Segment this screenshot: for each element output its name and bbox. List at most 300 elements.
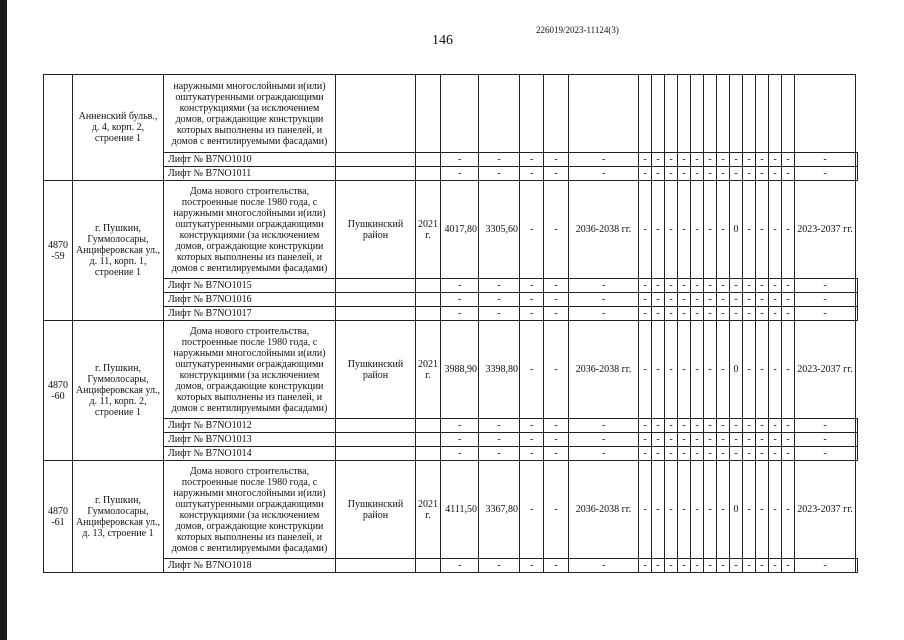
work-cell: -: [769, 321, 782, 419]
dash-cell: -: [717, 279, 730, 293]
dash-cell: -: [665, 559, 678, 573]
dash-cell: -: [652, 293, 665, 307]
dash-cell: [856, 447, 858, 461]
dash-cell: -: [479, 293, 520, 307]
period-end-cell: [795, 75, 856, 153]
work-cell: [652, 75, 665, 153]
dash-cell: -: [795, 153, 856, 167]
dash-cell: -: [769, 433, 782, 447]
dash-cell: -: [639, 433, 652, 447]
dash-cell: -: [730, 153, 743, 167]
work-cell: [665, 75, 678, 153]
dash-cell: [856, 153, 858, 167]
period-cell: 2036-2038 гг.: [569, 461, 639, 559]
area-living-cell: 3398,80: [479, 321, 520, 419]
lift-label: Лифт № В7NO1017: [164, 307, 336, 321]
dash-cell: -: [665, 167, 678, 181]
address-cell: г. Пушкин, Гуммолосары, Анциферовская ул., д. 11, корп. 2, строение 1: [73, 321, 164, 461]
dash-cell: -: [769, 447, 782, 461]
dash-cell: -: [639, 153, 652, 167]
dash-cell: -: [743, 293, 756, 307]
dash-cell: -: [704, 447, 717, 461]
dash-cell: -: [782, 433, 795, 447]
dash-cell: -: [743, 307, 756, 321]
dash-cell: -: [782, 153, 795, 167]
dash-cell: -: [678, 167, 691, 181]
dash-cell: [856, 279, 858, 293]
work-cell: [756, 75, 769, 153]
dash-cell: -: [717, 433, 730, 447]
dash-cell: [856, 167, 858, 181]
dash-cell: -: [544, 279, 569, 293]
empty-cell: [336, 447, 416, 461]
empty-cell: [416, 307, 441, 321]
dash-cell: -: [544, 167, 569, 181]
dash-cell: -: [717, 447, 730, 461]
work-cell: -: [639, 461, 652, 559]
dash-cell: -: [756, 167, 769, 181]
year-cell: [416, 75, 441, 153]
dash-cell: -: [520, 279, 544, 293]
dash-cell: -: [756, 433, 769, 447]
dash-cell: -: [795, 167, 856, 181]
dash-cell: -: [544, 447, 569, 461]
dash-cell: -: [795, 447, 856, 461]
dash-cell: -: [569, 167, 639, 181]
work-cell: -: [704, 181, 717, 279]
dash-cell: -: [520, 447, 544, 461]
address-cell: г. Пушкин, Гуммолосары, Анциферовская ул., д. 11, корп. 1, строение 1: [73, 181, 164, 321]
house-row: [44, 75, 858, 153]
dash-cell: -: [678, 293, 691, 307]
area-total-cell: 4111,50: [441, 461, 479, 559]
dash-cell: -: [665, 153, 678, 167]
lift-row: [44, 153, 858, 167]
dash-cell: -: [665, 307, 678, 321]
work-cell: -: [782, 181, 795, 279]
work-cell: -: [639, 181, 652, 279]
dash-cell: -: [743, 419, 756, 433]
dash-cell: -: [652, 433, 665, 447]
dash-cell: -: [795, 559, 856, 573]
dash-cell: -: [717, 419, 730, 433]
dash-cell: -: [520, 419, 544, 433]
dash-cell: -: [756, 153, 769, 167]
work-cell: -: [678, 321, 691, 419]
dash-cell: -: [441, 167, 479, 181]
dash-cell: -: [544, 419, 569, 433]
work-cell: [678, 75, 691, 153]
dash-cell: -: [479, 307, 520, 321]
dash-cell: -: [769, 559, 782, 573]
work-cell: [639, 75, 652, 153]
lift-label: Лифт № В7NO1012: [164, 419, 336, 433]
dash-cell: -: [730, 433, 743, 447]
dash-cell: -: [678, 419, 691, 433]
district-cell: Пушкинский район: [336, 461, 416, 559]
dash-cell: -: [520, 433, 544, 447]
empty-cell: [336, 559, 416, 573]
work-cell: [717, 75, 730, 153]
dash-cell: -: [769, 307, 782, 321]
lift-label: Лифт № В7NO1011: [164, 167, 336, 181]
period-cell: 2036-2038 гг.: [569, 181, 639, 279]
area-total-cell: 3988,90: [441, 321, 479, 419]
description-cell: Дома нового строительства, построенные после 1980 года, с наружными многослойными и(или) оштукатуренными ограждающими конструкциями (за исключением домов, ограждающие конструкции которых выполнены из панелей, и домов с вентилируемыми фасадами): [164, 461, 336, 559]
dash-cell: -: [691, 433, 704, 447]
dash-cell: -: [704, 153, 717, 167]
lift-row: [44, 433, 858, 447]
description-cell: наружными многослойными и(или) оштукатуренными ограждающими конструкциями (за исключением домов, ограждающие конструкции которых выполнены из панелей, и домов с вентилируемыми фасадами): [164, 75, 336, 153]
dash-cell: [856, 419, 858, 433]
work-cell: -: [704, 461, 717, 559]
dash-cell: -: [665, 447, 678, 461]
work-cell: [743, 75, 756, 153]
dash-cell: -: [704, 293, 717, 307]
value-cell: -: [544, 321, 569, 419]
dash-cell: -: [569, 293, 639, 307]
work-cell: -: [704, 321, 717, 419]
work-cell: -: [678, 181, 691, 279]
dash-cell: -: [569, 447, 639, 461]
value-cell: -: [544, 181, 569, 279]
year-cell: 2021 г.: [416, 321, 441, 419]
work-cell: [704, 75, 717, 153]
dash-cell: -: [678, 307, 691, 321]
dash-cell: -: [479, 419, 520, 433]
dash-cell: -: [441, 307, 479, 321]
dash-cell: -: [769, 153, 782, 167]
dash-cell: -: [691, 153, 704, 167]
dash-cell: -: [441, 447, 479, 461]
dash-cell: -: [756, 419, 769, 433]
dash-cell: -: [639, 279, 652, 293]
empty-cell: [336, 307, 416, 321]
dash-cell: -: [704, 419, 717, 433]
dash-cell: -: [782, 307, 795, 321]
work-cell: -: [717, 321, 730, 419]
work-cell: -: [691, 321, 704, 419]
dash-cell: -: [652, 307, 665, 321]
empty-cell: [416, 293, 441, 307]
dash-cell: -: [756, 279, 769, 293]
period-end-cell: 2023-2037 гг.: [795, 181, 856, 279]
description-cell: Дома нового строительства, построенные после 1980 года, с наружными многослойными и(или) оштукатуренными ограждающими конструкциями (за исключением домов, ограждающие конструкции которых выполнены из панелей, и домов с вентилируемыми фасадами): [164, 181, 336, 279]
lift-row: [44, 279, 858, 293]
work-cell: -: [769, 181, 782, 279]
dash-cell: -: [756, 293, 769, 307]
row-id: 4870 -61: [44, 461, 73, 573]
dash-cell: -: [652, 153, 665, 167]
dash-cell: -: [441, 419, 479, 433]
lift-row: [44, 307, 858, 321]
dash-cell: -: [730, 167, 743, 181]
dash-cell: -: [569, 307, 639, 321]
dash-cell: -: [704, 433, 717, 447]
dash-cell: -: [730, 447, 743, 461]
dash-cell: -: [441, 153, 479, 167]
work-cell: -: [743, 461, 756, 559]
lift-row: [44, 167, 858, 181]
dash-cell: -: [704, 279, 717, 293]
dash-cell: -: [795, 307, 856, 321]
house-row: [44, 461, 858, 559]
dash-cell: -: [704, 307, 717, 321]
dash-cell: -: [795, 279, 856, 293]
dash-cell: -: [569, 559, 639, 573]
dash-cell: [856, 559, 858, 573]
work-cell: -: [717, 181, 730, 279]
dash-cell: -: [756, 307, 769, 321]
lift-row: [44, 559, 858, 573]
dash-cell: -: [544, 307, 569, 321]
dash-cell: -: [743, 447, 756, 461]
dash-cell: -: [665, 293, 678, 307]
work-cell: -: [691, 461, 704, 559]
dash-cell: -: [730, 307, 743, 321]
period-end-cell: 2023-2037 гг.: [795, 321, 856, 419]
row-id: [44, 75, 73, 181]
work-cell: -: [665, 321, 678, 419]
dash-cell: -: [730, 279, 743, 293]
work-cell: 0: [730, 321, 743, 419]
lift-row: [44, 419, 858, 433]
dash-cell: -: [520, 559, 544, 573]
dash-cell: -: [639, 167, 652, 181]
dash-cell: -: [520, 167, 544, 181]
dash-cell: -: [520, 307, 544, 321]
dash-cell: -: [717, 307, 730, 321]
house-row: [44, 181, 858, 279]
work-cell: -: [665, 181, 678, 279]
scan-edge: [0, 0, 7, 640]
district-cell: [336, 75, 416, 153]
dash-cell: -: [665, 433, 678, 447]
work-cell: -: [782, 321, 795, 419]
dash-cell: -: [717, 167, 730, 181]
dash-cell: -: [479, 153, 520, 167]
work-cell: -: [743, 181, 756, 279]
dash-cell: -: [717, 153, 730, 167]
dash-cell: -: [569, 279, 639, 293]
dash-cell: -: [704, 167, 717, 181]
work-cell: -: [652, 321, 665, 419]
period-end-cell: 2023-2037 гг.: [795, 461, 856, 559]
dash-cell: -: [704, 559, 717, 573]
lift-label: Лифт № В7NO1015: [164, 279, 336, 293]
dash-cell: -: [691, 447, 704, 461]
dash-cell: -: [665, 279, 678, 293]
row-id: 4870 -59: [44, 181, 73, 321]
work-cell: [782, 75, 795, 153]
dash-cell: -: [691, 307, 704, 321]
area-living-cell: 3305,60: [479, 181, 520, 279]
dash-cell: -: [769, 293, 782, 307]
document-code: 226019/2023-11124(3): [536, 25, 619, 35]
dash-cell: -: [520, 293, 544, 307]
dash-cell: -: [479, 167, 520, 181]
work-cell: [769, 75, 782, 153]
area-living-cell: [479, 75, 520, 153]
dash-cell: -: [730, 419, 743, 433]
dash-cell: -: [441, 559, 479, 573]
dash-cell: -: [782, 167, 795, 181]
dash-cell: -: [769, 419, 782, 433]
dash-cell: -: [639, 447, 652, 461]
page-number: 146: [432, 33, 453, 48]
dash-cell: -: [652, 419, 665, 433]
district-cell: Пушкинский район: [336, 181, 416, 279]
value-cell: [520, 75, 544, 153]
lift-label: Лифт № В7NO1010: [164, 153, 336, 167]
work-cell: -: [782, 461, 795, 559]
register-table: [43, 74, 858, 573]
dash-cell: -: [691, 167, 704, 181]
value-cell: [544, 75, 569, 153]
dash-cell: -: [782, 279, 795, 293]
dash-cell: -: [743, 433, 756, 447]
dash-cell: -: [479, 279, 520, 293]
dash-cell: -: [795, 419, 856, 433]
dash-cell: -: [639, 293, 652, 307]
empty-cell: [336, 279, 416, 293]
dash-cell: -: [730, 293, 743, 307]
lift-row: [44, 293, 858, 307]
value-cell: -: [520, 181, 544, 279]
work-cell: -: [691, 181, 704, 279]
dash-cell: [856, 307, 858, 321]
dash-cell: -: [544, 293, 569, 307]
dash-cell: -: [795, 433, 856, 447]
dash-cell: -: [639, 559, 652, 573]
dash-cell: -: [743, 559, 756, 573]
dash-cell: -: [756, 447, 769, 461]
empty-cell: [416, 433, 441, 447]
dash-cell: -: [652, 167, 665, 181]
dash-cell: -: [782, 447, 795, 461]
empty-cell: [416, 167, 441, 181]
dash-cell: -: [544, 559, 569, 573]
dash-cell: -: [678, 153, 691, 167]
lift-label: Лифт № В7NO1016: [164, 293, 336, 307]
dash-cell: -: [769, 167, 782, 181]
dash-cell: -: [569, 153, 639, 167]
dash-cell: -: [665, 419, 678, 433]
work-cell: -: [665, 461, 678, 559]
work-cell: -: [756, 321, 769, 419]
dash-cell: -: [691, 279, 704, 293]
dash-cell: -: [652, 447, 665, 461]
dash-cell: -: [743, 279, 756, 293]
empty-cell: [416, 419, 441, 433]
empty-cell: [336, 153, 416, 167]
dash-cell: -: [479, 433, 520, 447]
dash-cell: -: [782, 559, 795, 573]
district-cell: Пушкинский район: [336, 321, 416, 419]
work-cell: 0: [730, 461, 743, 559]
period-cell: [569, 75, 639, 153]
dash-cell: -: [769, 279, 782, 293]
house-row: [44, 321, 858, 419]
dash-cell: -: [691, 293, 704, 307]
year-cell: 2021 г.: [416, 461, 441, 559]
work-cell: -: [652, 181, 665, 279]
empty-cell: [416, 559, 441, 573]
dash-cell: [856, 293, 858, 307]
dash-cell: -: [691, 419, 704, 433]
dash-cell: -: [717, 293, 730, 307]
area-total-cell: [441, 75, 479, 153]
lift-label: Лифт № В7NO1013: [164, 433, 336, 447]
period-cell: 2036-2038 гг.: [569, 321, 639, 419]
dash-cell: -: [717, 559, 730, 573]
dash-cell: -: [479, 559, 520, 573]
dash-cell: -: [652, 559, 665, 573]
dash-cell: -: [756, 559, 769, 573]
empty-cell: [336, 167, 416, 181]
dash-cell: -: [691, 559, 704, 573]
work-cell: -: [756, 181, 769, 279]
value-cell: -: [544, 461, 569, 559]
dash-cell: -: [544, 433, 569, 447]
dash-cell: -: [441, 279, 479, 293]
address-cell: Анненский бульв., д. 4, корп. 2, строение 1: [73, 75, 164, 181]
description-cell: Дома нового строительства, построенные после 1980 года, с наружными многослойными и(или) оштукатуренными ограждающими конструкциями (за исключением домов, ограждающие конструкции которых выполнены из панелей, и домов с вентилируемыми фасадами): [164, 321, 336, 419]
value-cell: -: [520, 461, 544, 559]
empty-cell: [336, 293, 416, 307]
dash-cell: -: [652, 279, 665, 293]
dash-cell: -: [795, 293, 856, 307]
work-cell: [691, 75, 704, 153]
year-cell: 2021 г.: [416, 181, 441, 279]
dash-cell: -: [479, 447, 520, 461]
dash-cell: -: [782, 293, 795, 307]
empty-cell: [336, 433, 416, 447]
empty-cell: [336, 419, 416, 433]
dash-cell: -: [639, 307, 652, 321]
dash-cell: -: [678, 559, 691, 573]
row-id: 4870 -60: [44, 321, 73, 461]
lift-row: [44, 447, 858, 461]
value-cell: -: [520, 321, 544, 419]
dash-cell: -: [678, 447, 691, 461]
empty-cell: [416, 447, 441, 461]
area-total-cell: 4017,80: [441, 181, 479, 279]
area-living-cell: 3367,80: [479, 461, 520, 559]
dash-cell: -: [569, 433, 639, 447]
work-cell: -: [717, 461, 730, 559]
dash-cell: -: [730, 559, 743, 573]
lift-label: Лифт № В7NO1018: [164, 559, 336, 573]
work-cell: 0: [730, 181, 743, 279]
empty-cell: [416, 153, 441, 167]
dash-cell: -: [569, 419, 639, 433]
dash-cell: -: [520, 153, 544, 167]
dash-cell: -: [544, 153, 569, 167]
dash-cell: -: [441, 293, 479, 307]
work-cell: -: [743, 321, 756, 419]
work-cell: -: [639, 321, 652, 419]
dash-cell: -: [678, 279, 691, 293]
dash-cell: [856, 433, 858, 447]
dash-cell: -: [441, 433, 479, 447]
address-cell: г. Пушкин, Гуммолосары, Анциферовская ул., д. 13, строение 1: [73, 461, 164, 573]
dash-cell: -: [678, 433, 691, 447]
lift-label: Лифт № В7NO1014: [164, 447, 336, 461]
empty-cell: [416, 279, 441, 293]
dash-cell: -: [743, 167, 756, 181]
work-cell: -: [652, 461, 665, 559]
